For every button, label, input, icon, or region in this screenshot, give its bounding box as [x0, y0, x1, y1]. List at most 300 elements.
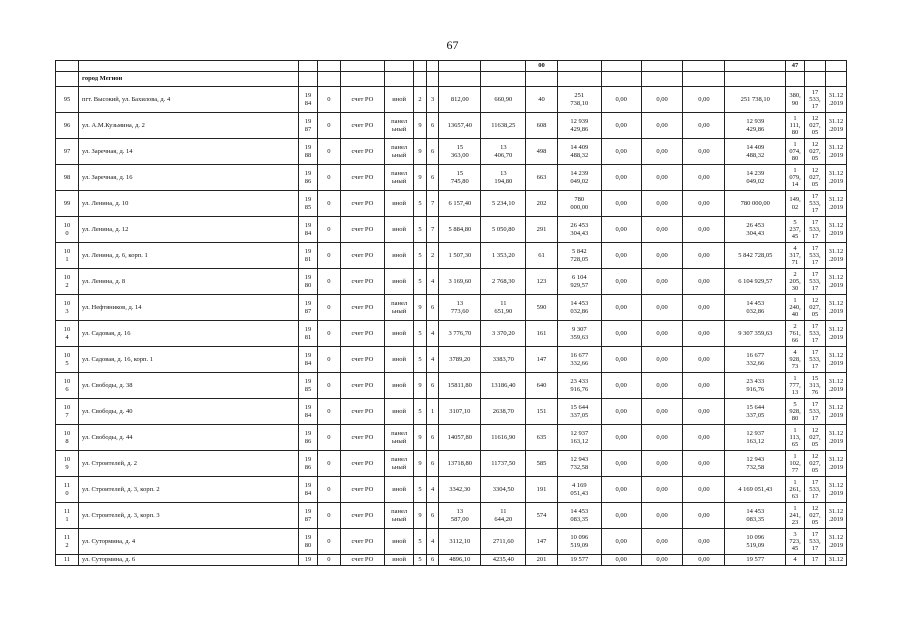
cell-z: 0	[317, 529, 340, 555]
cell-total: 12 943 732,58	[725, 451, 786, 477]
table-row	[56, 451, 847, 477]
cell-mat: панел ьный	[384, 503, 413, 529]
cell-z1: 0,00	[601, 243, 641, 269]
cell-z1: 0,00	[601, 165, 641, 191]
cell-total: 19 577	[725, 555, 786, 566]
cell-res: 202	[526, 191, 557, 217]
cell-date: 31.12 .2019	[825, 399, 846, 425]
cell-total: 23 433 916,76	[725, 373, 786, 399]
cell-addr: ул. Заречная, д. 16	[79, 165, 299, 191]
cell-n: 10 6	[56, 373, 79, 399]
cell-a1: 15 363,00	[439, 139, 481, 165]
cell-mat: иной	[384, 217, 413, 243]
cell-z1: 0,00	[601, 477, 641, 503]
cell-z3: 0,00	[683, 113, 725, 139]
cell-ent: 7	[426, 217, 439, 243]
cell-acc: счет РО	[340, 477, 384, 503]
cell-z1: 0,00	[601, 399, 641, 425]
cell-year: 19 84	[299, 477, 318, 503]
cell-z1: 0,00	[601, 503, 641, 529]
cell-ent: 6	[426, 373, 439, 399]
cell-z2: 0,00	[641, 217, 683, 243]
cell-lim: 12 027, 05	[804, 503, 825, 529]
cell-z1: 0,00	[601, 139, 641, 165]
cell-pm: 3 723, 45	[786, 529, 805, 555]
cell-cost: 6 104 929,57	[557, 269, 601, 295]
cell-z1: 0,00	[601, 87, 641, 113]
cell-lim: 15 313, 76	[804, 373, 825, 399]
cell-n: 10 2	[56, 269, 79, 295]
cell-a2: 5 234,10	[481, 191, 526, 217]
cell-z1: 0,00	[601, 425, 641, 451]
cell-a2: 2638,70	[481, 399, 526, 425]
cell-res: 291	[526, 217, 557, 243]
cell-res: 61	[526, 243, 557, 269]
cell-fl: 5	[414, 269, 427, 295]
cell-z2: 0,00	[641, 503, 683, 529]
cell-z3: 0,00	[683, 451, 725, 477]
cell-year: 19 80	[299, 269, 318, 295]
cell-n: 11 0	[56, 477, 79, 503]
cell-z: 0	[317, 451, 340, 477]
cell-z: 0	[317, 139, 340, 165]
cell-year: 19 87	[299, 295, 318, 321]
cell-n: 10 5	[56, 347, 79, 373]
city-header-row	[56, 72, 847, 87]
cell-lim: 17 533, 17	[804, 347, 825, 373]
cell-year: 19 86	[299, 165, 318, 191]
cell-ent: 3	[426, 87, 439, 113]
cell-n: 10 9	[56, 451, 79, 477]
cell-pm: 1 074, 80	[786, 139, 805, 165]
cell-cost: 12 943 732,58	[557, 451, 601, 477]
cell-res: 608	[526, 113, 557, 139]
cell-fl: 9	[414, 165, 427, 191]
cell-z3: 0,00	[683, 269, 725, 295]
cell-a2: 11737,50	[481, 451, 526, 477]
cell-fl: 5	[414, 243, 427, 269]
cell-fl: 5	[414, 529, 427, 555]
cell-z2: 0,00	[641, 165, 683, 191]
cell-mat: иной	[384, 87, 413, 113]
cell-z2: 0,00	[641, 269, 683, 295]
cell-total: 26 453 304,43	[725, 217, 786, 243]
cell-pm: 380, 90	[786, 87, 805, 113]
cell-date: 31.12 .2019	[825, 425, 846, 451]
cell-z1: 0,00	[601, 191, 641, 217]
cell-year: 19 87	[299, 503, 318, 529]
cell-total: 16 677 332,66	[725, 347, 786, 373]
table-row	[56, 139, 847, 165]
cell-res: 191	[526, 477, 557, 503]
cell-year: 19 87	[299, 113, 318, 139]
cell-acc: счет РО	[340, 217, 384, 243]
cell-year: 19 85	[299, 191, 318, 217]
cell-year: 19 86	[299, 425, 318, 451]
cell-acc: счет РО	[340, 529, 384, 555]
cell-lim: 17 533, 17	[804, 217, 825, 243]
cell-acc: счет РО	[340, 191, 384, 217]
cell-z: 0	[317, 217, 340, 243]
cell-z1: 0,00	[601, 555, 641, 566]
cell-total: 14 409 488,32	[725, 139, 786, 165]
cell-date: 31.12 .2019	[825, 347, 846, 373]
cell-lim: 12 027, 05	[804, 139, 825, 165]
cell-z3: 0,00	[683, 139, 725, 165]
table-row	[56, 191, 847, 217]
cell-addr: ул. Ленина, д. 8	[79, 269, 299, 295]
cell-res: 201	[526, 555, 557, 566]
cell-z2: 0,00	[641, 321, 683, 347]
cell-ent: 1	[426, 399, 439, 425]
cell-z1: 0,00	[601, 113, 641, 139]
cell-fl: 2	[414, 87, 427, 113]
top-cell-00: 00	[526, 61, 557, 72]
cell-date: 31.12 .2019	[825, 321, 846, 347]
cell-res: 123	[526, 269, 557, 295]
cell-total: 9 307 359,63	[725, 321, 786, 347]
cell-total: 12 937 163,12	[725, 425, 786, 451]
table-row	[56, 217, 847, 243]
cell-total: 12 939 429,86	[725, 113, 786, 139]
cell-a1: 1 507,30	[439, 243, 481, 269]
cell-mat: иной	[384, 529, 413, 555]
cell-acc: счет РО	[340, 165, 384, 191]
cell-z: 0	[317, 477, 340, 503]
cell-a2: 11638,25	[481, 113, 526, 139]
cell-pm: 1 102, 77	[786, 451, 805, 477]
cell-fl: 5	[414, 555, 427, 566]
cell-z: 0	[317, 321, 340, 347]
cell-n: 11	[56, 555, 79, 566]
table-top-row	[56, 61, 847, 72]
cell-ent: 4	[426, 321, 439, 347]
cell-lim: 12 027, 05	[804, 425, 825, 451]
cell-cost: 14 239 049,02	[557, 165, 601, 191]
cell-z: 0	[317, 87, 340, 113]
cell-lim: 12 027, 05	[804, 451, 825, 477]
cell-cost: 251 738,10	[557, 87, 601, 113]
cell-cost: 780 000,00	[557, 191, 601, 217]
top-cell-47: 47	[786, 61, 805, 72]
cell-a2: 3304,50	[481, 477, 526, 503]
table-row	[56, 347, 847, 373]
cell-total: 5 842 728,05	[725, 243, 786, 269]
cell-z2: 0,00	[641, 139, 683, 165]
cell-z2: 0,00	[641, 87, 683, 113]
cell-z2: 0,00	[641, 295, 683, 321]
cell-acc: счет РО	[340, 243, 384, 269]
cell-z1: 0,00	[601, 321, 641, 347]
cell-a1: 13 773,60	[439, 295, 481, 321]
cell-z3: 0,00	[683, 295, 725, 321]
cell-pm: 1 241, 23	[786, 503, 805, 529]
cell-z3: 0,00	[683, 321, 725, 347]
cell-ent: 6	[426, 295, 439, 321]
cell-z3: 0,00	[683, 555, 725, 566]
cell-a1: 3789,20	[439, 347, 481, 373]
cell-mat: панел ьный	[384, 139, 413, 165]
cell-mat: панел ьный	[384, 451, 413, 477]
cell-year: 19 84	[299, 87, 318, 113]
cell-mat: иной	[384, 373, 413, 399]
cell-addr: ул. Ленина, д. 10	[79, 191, 299, 217]
cell-a2: 2711,60	[481, 529, 526, 555]
cell-z2: 0,00	[641, 399, 683, 425]
table-row	[56, 295, 847, 321]
cell-z: 0	[317, 555, 340, 566]
cell-pm: 1 111, 80	[786, 113, 805, 139]
cell-a2: 13 194,80	[481, 165, 526, 191]
cell-total: 251 738,10	[725, 87, 786, 113]
cell-cost: 23 433 916,76	[557, 373, 601, 399]
cell-cost: 4 169 051,43	[557, 477, 601, 503]
cell-res: 40	[526, 87, 557, 113]
cell-pm: 2 205, 30	[786, 269, 805, 295]
cell-a2: 11 644,20	[481, 503, 526, 529]
cell-date: 31.12 .2019	[825, 217, 846, 243]
cell-pm: 5 928, 80	[786, 399, 805, 425]
cell-z: 0	[317, 425, 340, 451]
cell-a2: 3383,70	[481, 347, 526, 373]
table-row	[56, 165, 847, 191]
cell-fl: 5	[414, 217, 427, 243]
cell-total: 10 096 519,09	[725, 529, 786, 555]
cell-a2: 1 353,20	[481, 243, 526, 269]
cell-mat: иной	[384, 399, 413, 425]
cell-res: 574	[526, 503, 557, 529]
cell-a1: 15 745,80	[439, 165, 481, 191]
cell-res: 663	[526, 165, 557, 191]
cell-total: 15 644 337,05	[725, 399, 786, 425]
cell-cost: 14 453 083,35	[557, 503, 601, 529]
cell-a1: 13 587,00	[439, 503, 481, 529]
cell-z: 0	[317, 503, 340, 529]
cell-addr: ул. Свободы, д. 44	[79, 425, 299, 451]
cell-year: 19 80	[299, 529, 318, 555]
cell-a2: 11 651,90	[481, 295, 526, 321]
cell-ent: 4	[426, 269, 439, 295]
cell-ent: 6	[426, 139, 439, 165]
cell-z3: 0,00	[683, 425, 725, 451]
cell-total: 780 000,00	[725, 191, 786, 217]
cell-cost: 5 842 728,05	[557, 243, 601, 269]
cell-z1: 0,00	[601, 529, 641, 555]
cell-ent: 2	[426, 243, 439, 269]
cell-fl: 9	[414, 113, 427, 139]
cell-date: 31.12 .2019	[825, 373, 846, 399]
table-row	[56, 243, 847, 269]
cell-mat: иной	[384, 477, 413, 503]
cell-fl: 5	[414, 321, 427, 347]
cell-z1: 0,00	[601, 269, 641, 295]
cell-a1: 14057,80	[439, 425, 481, 451]
cell-a1: 4896,10	[439, 555, 481, 566]
cell-ent: 4	[426, 529, 439, 555]
table-row	[56, 113, 847, 139]
cell-year: 19 84	[299, 217, 318, 243]
cell-a2: 2 768,30	[481, 269, 526, 295]
cell-cost: 14 453 032,86	[557, 295, 601, 321]
cell-addr: ул. Садовая, д. 16	[79, 321, 299, 347]
cell-z2: 0,00	[641, 529, 683, 555]
cell-fl: 9	[414, 373, 427, 399]
table-row	[56, 529, 847, 555]
cell-z2: 0,00	[641, 243, 683, 269]
cell-addr: ул. Ленина, д. 12	[79, 217, 299, 243]
cell-mat: иной	[384, 191, 413, 217]
cell-res: 161	[526, 321, 557, 347]
table-row	[56, 425, 847, 451]
cell-n: 10 3	[56, 295, 79, 321]
cell-pm: 1 777, 13	[786, 373, 805, 399]
table-row	[56, 477, 847, 503]
cell-z2: 0,00	[641, 373, 683, 399]
cell-mat: иной	[384, 347, 413, 373]
housing-repair-table	[55, 60, 847, 566]
cell-z3: 0,00	[683, 529, 725, 555]
cell-z1: 0,00	[601, 295, 641, 321]
cell-z3: 0,00	[683, 373, 725, 399]
cell-cost: 10 096 519,09	[557, 529, 601, 555]
cell-z: 0	[317, 191, 340, 217]
cell-z3: 0,00	[683, 243, 725, 269]
cell-n: 96	[56, 113, 79, 139]
cell-lim: 17	[804, 555, 825, 566]
cell-lim: 12 027, 05	[804, 113, 825, 139]
cell-n: 99	[56, 191, 79, 217]
cell-cost: 9 307 359,63	[557, 321, 601, 347]
cell-pm: 1 079, 14	[786, 165, 805, 191]
cell-cost: 15 644 337,05	[557, 399, 601, 425]
cell-pm: 149, 02	[786, 191, 805, 217]
cell-z2: 0,00	[641, 113, 683, 139]
cell-year: 19 86	[299, 451, 318, 477]
cell-year: 19 88	[299, 139, 318, 165]
table-row	[56, 269, 847, 295]
cell-ent: 6	[426, 113, 439, 139]
cell-fl: 9	[414, 139, 427, 165]
cell-addr: ул. Свободы, д. 40	[79, 399, 299, 425]
cell-z1: 0,00	[601, 217, 641, 243]
cell-fl: 5	[414, 191, 427, 217]
cell-z: 0	[317, 243, 340, 269]
cell-addr: ул. Ленина, д. 6, корп. 1	[79, 243, 299, 269]
cell-z: 0	[317, 165, 340, 191]
cell-z2: 0,00	[641, 191, 683, 217]
cell-lim: 17 533, 17	[804, 399, 825, 425]
cell-z3: 0,00	[683, 217, 725, 243]
cell-z1: 0,00	[601, 451, 641, 477]
cell-res: 147	[526, 529, 557, 555]
cell-year: 19 81	[299, 321, 318, 347]
cell-acc: счет РО	[340, 321, 384, 347]
cell-a1: 3112,10	[439, 529, 481, 555]
city-name: город Мегион	[79, 72, 299, 87]
cell-acc: счет РО	[340, 451, 384, 477]
cell-acc: счет РО	[340, 425, 384, 451]
cell-acc: счет РО	[340, 347, 384, 373]
cell-fl: 9	[414, 425, 427, 451]
cell-res: 147	[526, 347, 557, 373]
cell-lim: 17 533, 17	[804, 269, 825, 295]
cell-addr: ул. Строителей, д. 3, корп. 2	[79, 477, 299, 503]
cell-n: 97	[56, 139, 79, 165]
cell-fl: 5	[414, 477, 427, 503]
cell-z2: 0,00	[641, 477, 683, 503]
cell-pm: 2 761, 66	[786, 321, 805, 347]
cell-a2: 5 050,80	[481, 217, 526, 243]
cell-cost: 19 577	[557, 555, 601, 566]
cell-a1: 812,00	[439, 87, 481, 113]
cell-ent: 7	[426, 191, 439, 217]
cell-mat: иной	[384, 321, 413, 347]
cell-fl: 9	[414, 451, 427, 477]
cell-acc: счет РО	[340, 373, 384, 399]
cell-a1: 15811,80	[439, 373, 481, 399]
cell-ent: 4	[426, 477, 439, 503]
cell-addr: ул. Сутормина, д. 4	[79, 529, 299, 555]
cell-pm: 4 317, 71	[786, 243, 805, 269]
cell-n: 10 8	[56, 425, 79, 451]
cell-date: 31.12 .2019	[825, 295, 846, 321]
cell-res: 498	[526, 139, 557, 165]
cell-year: 19 84	[299, 399, 318, 425]
cell-a1: 13657,40	[439, 113, 481, 139]
cell-z: 0	[317, 269, 340, 295]
cell-acc: счет РО	[340, 503, 384, 529]
cell-z1: 0,00	[601, 347, 641, 373]
cell-a1: 5 884,80	[439, 217, 481, 243]
cell-addr: ул. Садовая, д. 16, корп. 1	[79, 347, 299, 373]
cell-cost: 16 677 332,66	[557, 347, 601, 373]
cell-z3: 0,00	[683, 503, 725, 529]
cell-lim: 12 027, 05	[804, 295, 825, 321]
cell-total: 6 104 929,57	[725, 269, 786, 295]
cell-pm: 1 113, 65	[786, 425, 805, 451]
cell-z2: 0,00	[641, 555, 683, 566]
cell-fl: 5	[414, 347, 427, 373]
cell-res: 590	[526, 295, 557, 321]
cell-a2: 13 406,70	[481, 139, 526, 165]
table-row-partial	[56, 555, 847, 566]
cell-mat: панел ьный	[384, 165, 413, 191]
cell-addr: ул. Строителей, д. 2	[79, 451, 299, 477]
cell-lim: 17 533, 17	[804, 529, 825, 555]
cell-z3: 0,00	[683, 165, 725, 191]
cell-z3: 0,00	[683, 347, 725, 373]
cell-fl: 9	[414, 503, 427, 529]
cell-a1: 3 776,70	[439, 321, 481, 347]
cell-year: 19	[299, 555, 318, 566]
cell-mat: панел ьный	[384, 425, 413, 451]
cell-a2: 3 370,20	[481, 321, 526, 347]
cell-res: 585	[526, 451, 557, 477]
cell-a1: 3 169,60	[439, 269, 481, 295]
cell-mat: иной	[384, 269, 413, 295]
cell-total: 4 169 051,43	[725, 477, 786, 503]
cell-n: 11 1	[56, 503, 79, 529]
cell-date: 31.12 .2019	[825, 529, 846, 555]
cell-pm: 5 237, 45	[786, 217, 805, 243]
cell-n: 98	[56, 165, 79, 191]
cell-z2: 0,00	[641, 425, 683, 451]
cell-ent: 6	[426, 425, 439, 451]
cell-a1: 13718,80	[439, 451, 481, 477]
cell-cost: 26 453 304,43	[557, 217, 601, 243]
cell-a1: 6 157,40	[439, 191, 481, 217]
cell-a2: 660,90	[481, 87, 526, 113]
